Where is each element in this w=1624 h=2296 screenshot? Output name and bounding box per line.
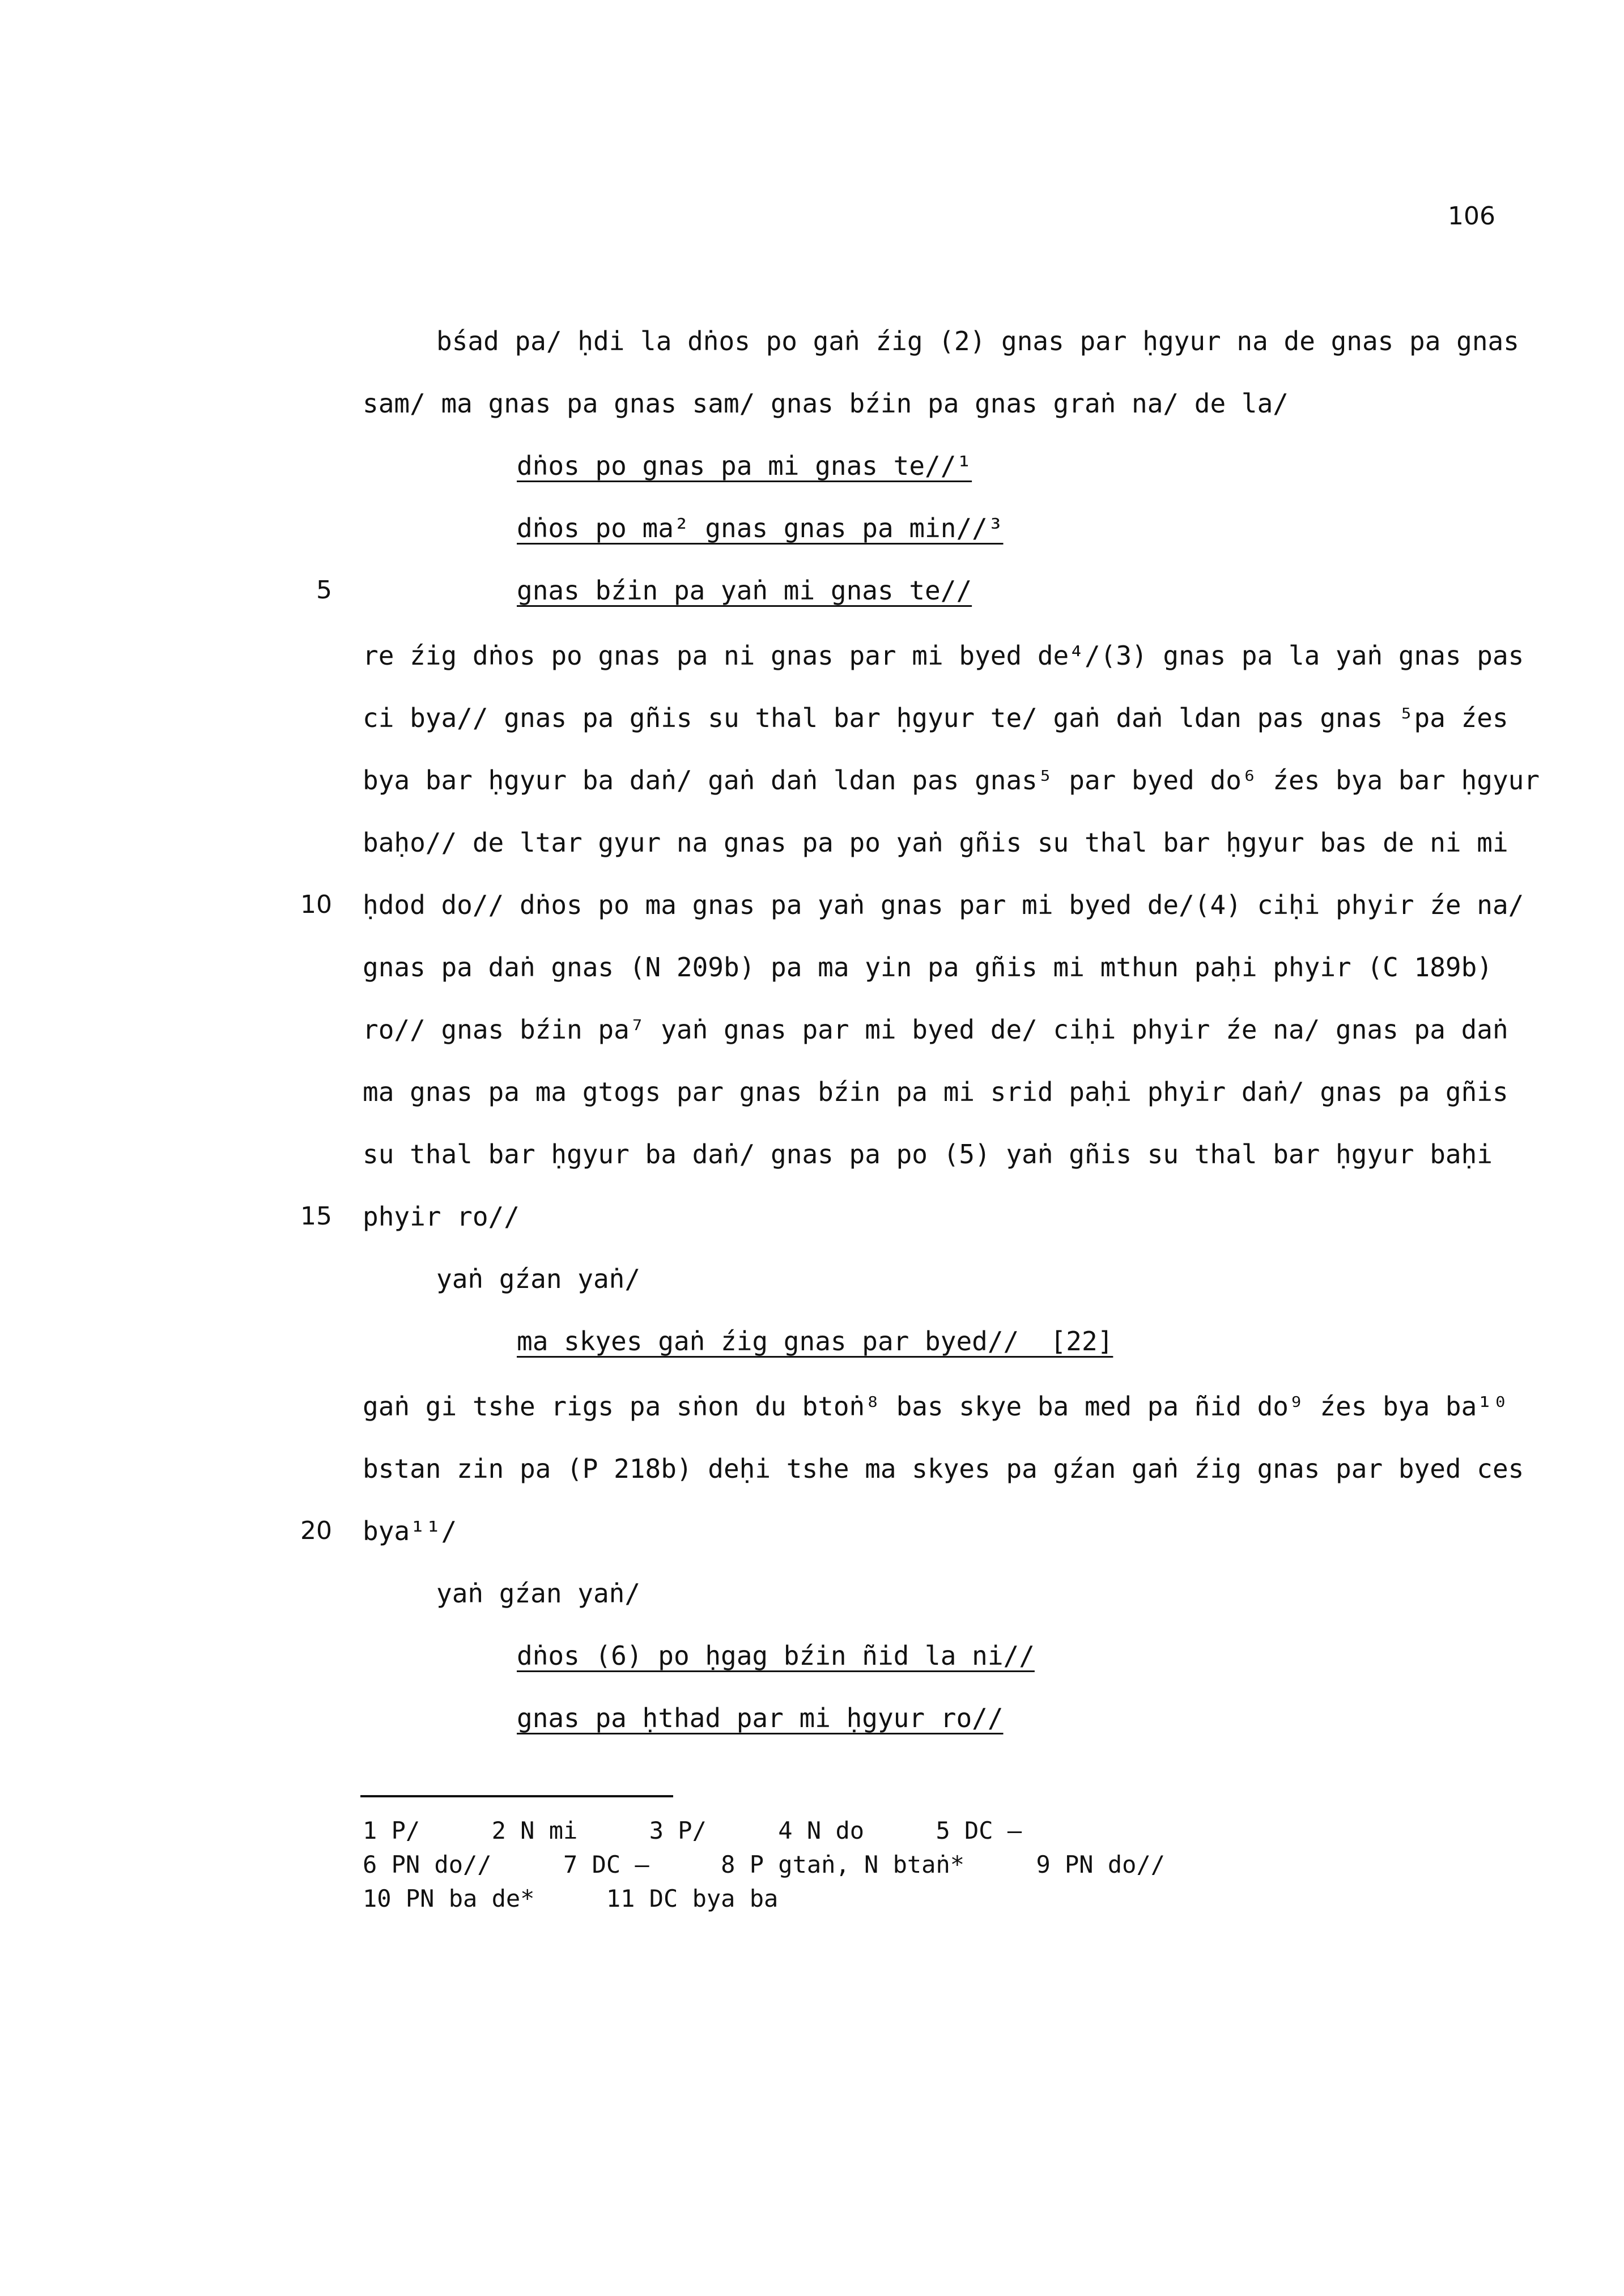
page-number: 106 [1448,202,1495,231]
line-number: 15 [300,1202,332,1231]
footnote-line: 6 PN do// 7 DC — 8 P gtaṅ, N btaṅ* 9 PN do// [363,1851,1166,1878]
footnote-line: 10 PN ba de* 11 DC bya ba [363,1885,779,1912]
text-line: ḥdod do// dṅos po ma gnas pa yaṅ gnas par mi byed de/(4) ciḥi phyir źe na/ [363,890,1524,920]
line-number: 5 [316,576,332,605]
text-line: yaṅ gźan yaṅ/ [436,1578,641,1609]
text-line: sam/ ma gnas pa gnas sam/ gnas bźin pa gnas graṅ na/ de la/ [363,388,1289,419]
text-line: su thal bar ḥgyur ba daṅ/ gnas pa po (5) yaṅ gñis su thal bar ḥgyur baḥi [363,1139,1493,1170]
text-line: baḥo// de ltar gyur na gnas pa po yaṅ gñis su thal bar ḥgyur bas de ni mi [363,827,1508,858]
line-number: 10 [300,890,332,919]
text-line: bya bar ḥgyur ba daṅ/ gaṅ daṅ ldan pas gnas⁵ par byed do⁶ źes bya bar ḥgyur [363,765,1540,796]
footnote-rule [360,1795,673,1797]
text-line: ci bya// gnas pa gñis su thal bar ḥgyur te/ gaṅ daṅ ldan pas gnas ⁵pa źes [363,703,1508,733]
text-line: bśad pa/ ḥdi la dṅos po gaṅ źig (2) gnas par ḥgyur na de gnas pa gnas [436,326,1519,356]
verse-line: dṅos po gnas pa mi gnas te//¹ [517,450,972,481]
text-line: bstan zin pa (P 218b) deḥi tshe ma skyes pa gźan gaṅ źig gnas par byed ces [363,1453,1524,1484]
text-line: yaṅ gźan yaṅ/ [436,1264,641,1294]
text-line: phyir ro// [363,1201,520,1232]
verse-line: gnas bźin pa yaṅ mi gnas te// [517,575,972,606]
text-line: ro// gnas bźin pa⁷ yaṅ gnas par mi byed de/ ciḥi phyir źe na/ gnas pa daṅ [363,1014,1508,1045]
footnote-line: 1 P/ 2 N mi 3 P/ 4 N do 5 DC — [363,1817,1022,1844]
text-line: gnas pa daṅ gnas (N 209b) pa ma yin pa gñis mi mthun paḥi phyir (C 189b) [363,952,1493,983]
verse-line: dṅos (6) po ḥgag bźin ñid la ni// [517,1640,1035,1671]
verse-line: dṅos po ma² gnas gnas pa min//³ [517,513,1004,543]
text-line: ma gnas pa ma gtogs par gnas bźin pa mi srid paḥi phyir daṅ/ gnas pa gñis [363,1077,1508,1107]
verse-line: gnas pa ḥthad par mi ḥgyur ro// [517,1703,1004,1733]
text-line: re źig dṅos po gnas pa ni gnas par mi byed de⁴/(3) gnas pa la yaṅ gnas pas [363,640,1524,671]
line-number: 20 [300,1516,332,1545]
text-line: gaṅ gi tshe rigs pa sṅon du btoṅ⁸ bas skye ba med pa ñid do⁹ źes bya ba¹⁰ [363,1391,1508,1422]
text-line: bya¹¹/ [363,1516,457,1546]
verse-line: ma skyes gaṅ źig gnas par byed// [22] [517,1326,1113,1357]
